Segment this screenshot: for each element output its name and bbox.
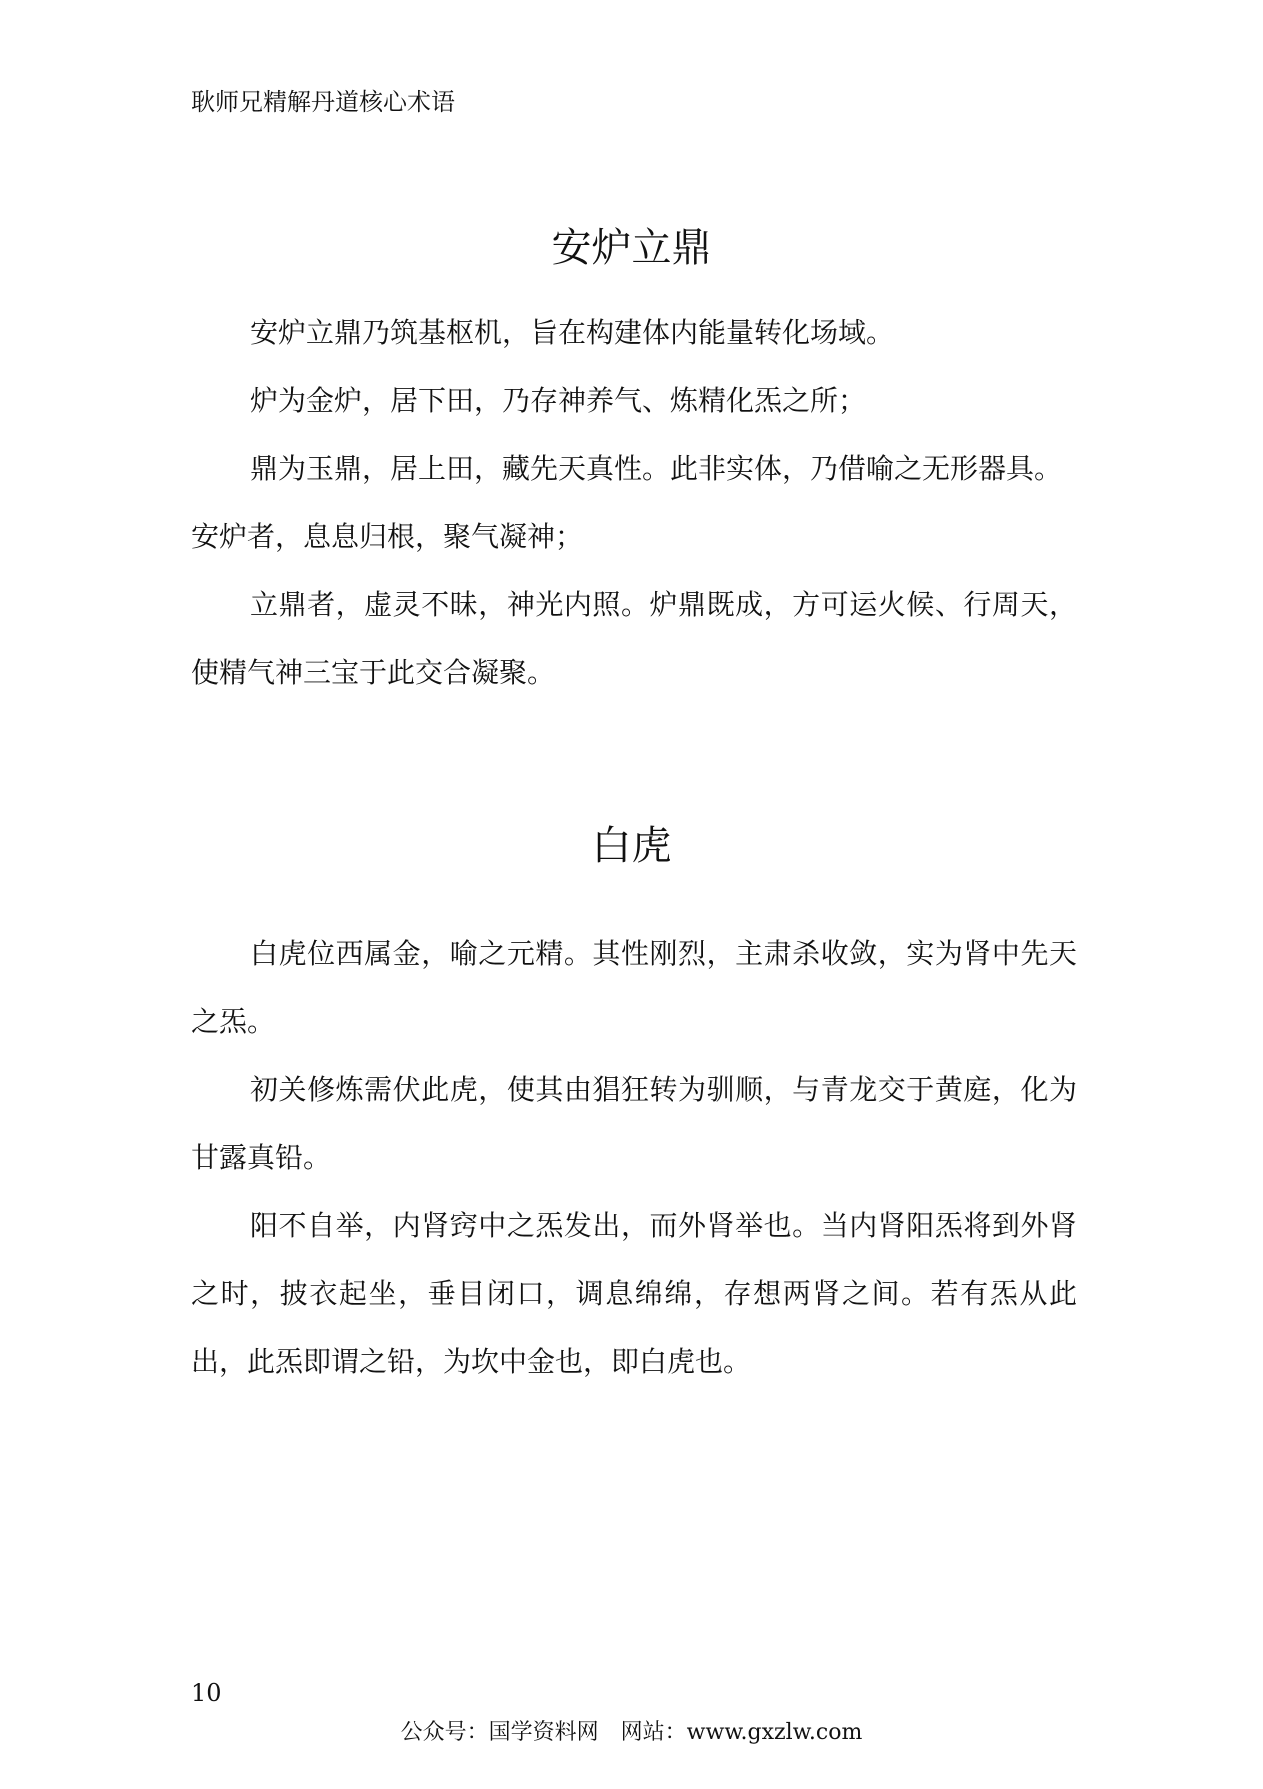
- paragraph: 初关修炼需伏此虎，使其由猖狂转为驯顺，与青龙交于黄庭，化为甘露真铅。: [191, 1073, 1077, 1174]
- footer-credits: 公众号：国学资料网 网站：www.gxzlw.com: [400, 1720, 863, 1745]
- paragraph: 安炉立鼎乃筑基枢机，旨在构建体内能量转化场域。: [250, 316, 895, 349]
- paragraph: 白虎位西属金，喻之元精。其性刚烈，主肃杀收敛，实为肾中先天之炁。: [191, 937, 1077, 1038]
- paragraph: 炉为金炉，居下田，乃存神养气、炼精化炁之所；: [250, 384, 867, 417]
- paragraph: 阳不自举，内肾窍中之炁发出，而外肾举也。当内肾阳炁将到外肾之时，披衣起坐，垂目闭口，调息绵绵，存想两肾之间。若有炁从此出，此炁即谓之铅，为坎中金也，即白虎也。: [191, 1209, 1077, 1378]
- paragraph: 安炉者，息息归根，聚气凝神；: [191, 520, 584, 553]
- paragraph: 鼎为玉鼎，居上田，藏先天真性。此非实体，乃借喻之无形器具。: [250, 452, 1063, 485]
- section-title-baihu: 白虎: [591, 823, 672, 869]
- section-title-anlu-liding: 安炉立鼎: [551, 225, 712, 271]
- running-header: 耿师兄精解丹道核心术语: [191, 88, 455, 116]
- paragraph: 立鼎者，虚灵不昧，神光内照。炉鼎既成，方可运火候、行周天，使精气神三宝于此交合凝聚。: [191, 588, 1077, 689]
- page-number: 10: [191, 1679, 222, 1707]
